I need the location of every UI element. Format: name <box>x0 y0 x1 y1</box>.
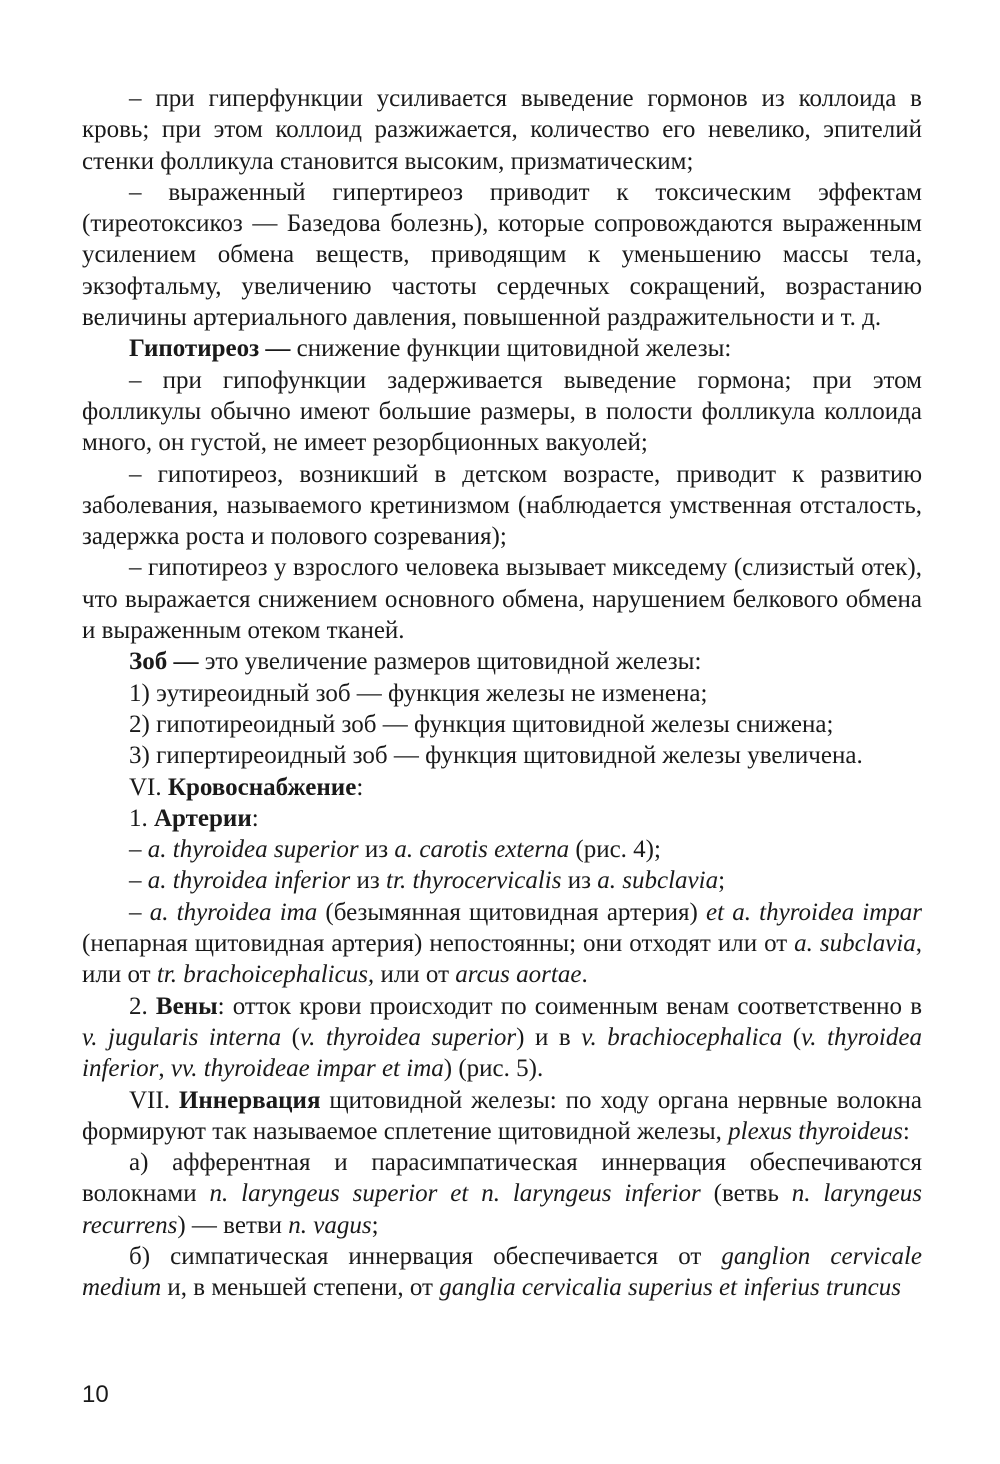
list-item-hyperthyroid: 3) гипертиреоидный зоб — функция щитовидной железы увеличена. <box>129 742 863 770</box>
page-number: 10 <box>82 1381 109 1408</box>
paragraph-veins: 2. Вены: отток крови происходит по соименным венам соответственно в v. jugularis interna (v. thyroidea superior) и в v. brachiocephalica (v. thyroidea inferior, vv. thyroideae impar et ima) (рис. 5). <box>82 992 923 1083</box>
paragraph-hyperfunction: – при гиперфункции усиливается выведение гормонов из коллоида в кровь; при этом коллоид разжижается, количество его невелико, эпителий стенки фолликула становится высоким, призматическим; <box>82 85 922 175</box>
artery-item-ima: – a. thyroidea ima (безымянная щитовидная артерия) et a. thyroidea impar (непарная щитовидная артерия) непостоянны; они отходят или от a. subclavia, или от tr. brachoicephalicus, или от arcus aortae. <box>82 898 922 989</box>
list-item-hypothyroid: 2) гипотиреоидный зоб — функция щитовидной железы снижена; <box>129 710 834 738</box>
document-body <box>82 83 922 1304</box>
artery-item-superior: – a. thyroidea superior из a. carotis externa (рис. 4); <box>129 836 661 864</box>
paragraph-myxedema: – гипотиреоз у взрослого человека вызывает микседему (слизистый отек), что выражается снижением основного обмена, нарушением белкового обмена и выраженным отеком тканей. <box>82 554 922 645</box>
paragraph-afferent-innervation: а) афферентная и парасимпатическая иннервация обеспечиваются волокнами n. laryngeus superior et n. laryngeus inferior (ветвь n. laryngeus recurrens) — ветви n. vagus; <box>82 1149 922 1239</box>
paragraph-sympathetic-innervation: б) симпатическая иннервация обеспечивается от ganglion cervicale medium и, в меньшей степени, от ganglia cervicalia superius et inferius truncus <box>82 1242 922 1302</box>
section-heading-blood-supply: VI. Кровоснабжение: <box>129 773 364 801</box>
paragraph-hyperthyroidism: – выраженный гипертиреоз приводит к токсическим эффектам (тиреотоксикоз — Базедова болезнь), которые сопровождаются выраженным усилением обмена веществ, приводящим к уменьшению массы тела, экзофтальму, увеличению частоты сердечных сокращений, возрастанию величины артериального давления, повышенной раздражительности и т. д. <box>82 178 922 332</box>
list-item-euthyroid: 1) эутиреоидный зоб — функция железы не изменена; <box>129 679 708 707</box>
paragraph-hypothyroidism-heading: Гипотиреоз — снижение функции щитовидной железы: <box>129 335 732 363</box>
artery-item-inferior: – a. thyroidea inferior из tr. thyrocervicalis из a. subclavia; <box>129 867 726 895</box>
paragraph-goiter-heading: Зоб — это увеличение размеров щитовидной железы: <box>129 648 702 676</box>
subsection-heading-arteries: 1. Артерии: <box>129 804 259 832</box>
paragraph-hypofunction: – при гипофункции задерживается выведение гормона; при этом фолликулы обычно имеют большие размеры, в полости фолликула коллоида много, он густой, не имеет резорбционных вакуолей; <box>82 366 922 457</box>
paragraph-innervation: VII. Иннервация щитовидной железы: по ходу органа нервные волокна формируют так называемое сплетение щитовидной железы, plexus thyroideus: <box>82 1086 922 1145</box>
paragraph-cretinism: – гипотиреоз, возникший в детском возрасте, приводит к развитию заболевания, называемого кретинизмом (наблюдается умственная отсталость, задержка роста и полового созревания); <box>82 460 922 551</box>
